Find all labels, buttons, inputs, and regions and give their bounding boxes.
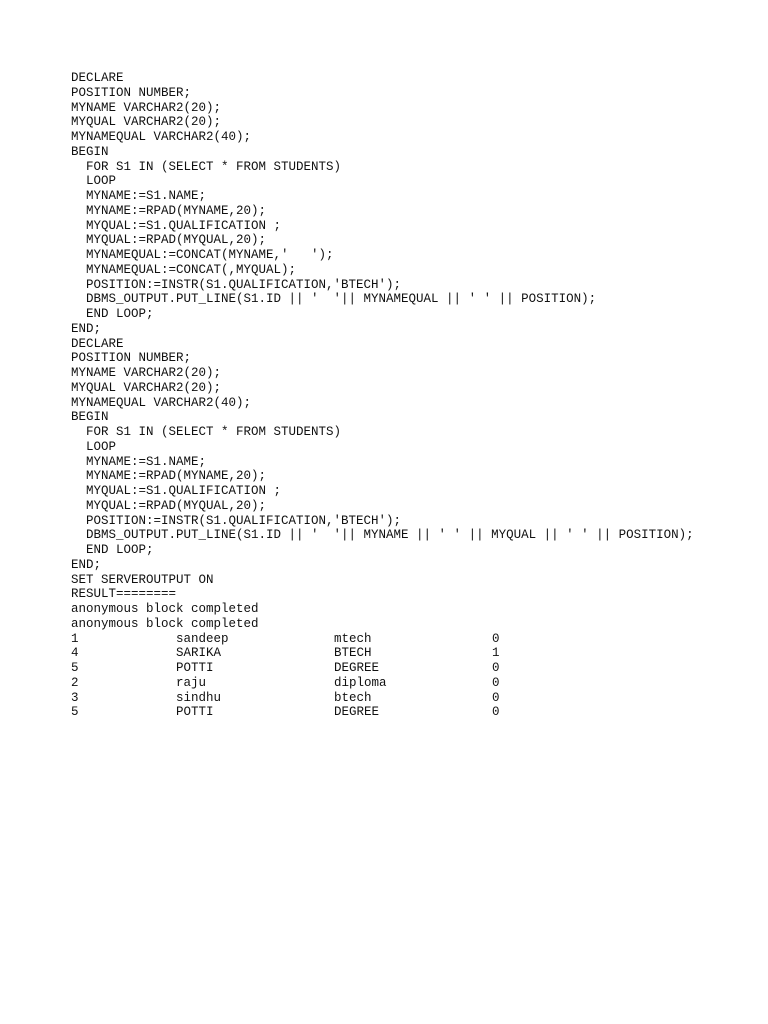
- code-line: POSITION:=INSTR(S1.QUALIFICATION,'BTECH');: [71, 277, 402, 292]
- result-qualification-cell: DEGREE: [334, 705, 380, 720]
- code-line: DECLARE: [71, 71, 124, 85]
- code-line: MYNAME:=RPAD(MYNAME,20);: [71, 203, 267, 218]
- code-line: MYNAME VARCHAR2(20);: [71, 100, 222, 115]
- code-line: RESULT========: [71, 587, 177, 602]
- result-name-cell: SARIKA: [176, 646, 222, 661]
- result-qualification-cell: BTECH: [334, 646, 372, 661]
- code-line: MYQUAL VARCHAR2(20);: [71, 380, 222, 395]
- code-line: MYNAMEQUAL:=CONCAT(,MYQUAL);: [71, 262, 297, 277]
- result-id-cell: 2: [71, 675, 79, 690]
- code-line: MYQUAL:=S1.QUALIFICATION ;: [71, 218, 282, 233]
- code-line: anonymous block completed: [71, 616, 259, 631]
- code-line: MYNAME VARCHAR2(20);: [71, 366, 222, 380]
- result-table: [71, 632, 751, 721]
- document-body: [71, 71, 751, 720]
- result-position-cell: 0: [492, 690, 500, 705]
- result-row: [71, 676, 751, 691]
- code-line: FOR S1 IN (SELECT * FROM STUDENTS): [71, 159, 342, 174]
- code-line: MYQUAL:=S1.QUALIFICATION ;: [71, 484, 282, 498]
- result-row: [71, 632, 751, 647]
- code-line: MYNAME:=RPAD(MYNAME,20);: [71, 469, 267, 484]
- code-line: MYNAME:=S1.NAME;: [71, 454, 207, 469]
- code-line: LOOP: [71, 174, 117, 189]
- result-qualification-cell: mtech: [334, 631, 372, 646]
- result-id-cell: 5: [71, 705, 79, 720]
- code-line: MYNAME:=S1.NAME;: [71, 189, 207, 203]
- result-name-cell: sandeep: [176, 631, 229, 646]
- code-line: MYNAMEQUAL VARCHAR2(40);: [71, 130, 252, 144]
- code-line: END;: [71, 557, 102, 572]
- result-name-cell: sindhu: [176, 690, 222, 705]
- code-line: SET SERVEROUTPUT ON: [71, 572, 214, 587]
- result-position-cell: 0: [492, 675, 500, 690]
- result-qualification-cell: DEGREE: [334, 661, 380, 675]
- code-line: DECLARE: [71, 336, 124, 351]
- code-line: FOR S1 IN (SELECT * FROM STUDENTS): [71, 425, 342, 439]
- code-line: MYQUAL:=RPAD(MYQUAL,20);: [71, 498, 267, 513]
- code-line: END LOOP;: [71, 307, 154, 321]
- code-line: BEGIN: [71, 410, 109, 425]
- code-line: MYNAMEQUAL VARCHAR2(40);: [71, 395, 252, 410]
- code-line: POSITION:=INSTR(S1.QUALIFICATION,'BTECH');: [71, 513, 402, 528]
- result-name-cell: POTTI: [176, 705, 214, 720]
- code-line: END LOOP;: [71, 543, 154, 557]
- result-id-cell: 1: [71, 631, 79, 646]
- result-row: [71, 646, 751, 661]
- result-name-cell: raju: [176, 675, 207, 690]
- code-line: BEGIN: [71, 144, 109, 159]
- code-line: MYQUAL:=RPAD(MYQUAL,20);: [71, 233, 267, 248]
- code-line: MYQUAL VARCHAR2(20);: [71, 115, 222, 130]
- result-id-cell: 5: [71, 661, 79, 675]
- result-id-cell: 4: [71, 646, 79, 661]
- result-position-cell: 0: [492, 705, 500, 720]
- code-line: DBMS_OUTPUT.PUT_LINE(S1.ID || ' '|| MYNAMEQUAL || ' ' || POSITION);: [71, 292, 597, 307]
- code-line: POSITION NUMBER;: [71, 351, 192, 366]
- result-qualification-cell: btech: [334, 690, 372, 705]
- result-row: [71, 705, 751, 720]
- result-qualification-cell: diploma: [334, 675, 387, 690]
- result-position-cell: 0: [492, 631, 500, 646]
- result-row: [71, 691, 751, 706]
- code-block: [71, 71, 751, 632]
- code-line: POSITION NUMBER;: [71, 85, 192, 100]
- code-line: END;: [71, 321, 102, 336]
- code-line: DBMS_OUTPUT.PUT_LINE(S1.ID || ' '|| MYNAME || ' ' || MYQUAL || ' ' || POSITION);: [71, 528, 694, 543]
- code-line: MYNAMEQUAL:=CONCAT(MYNAME,' ');: [71, 248, 334, 262]
- code-line: LOOP: [71, 439, 117, 454]
- result-position-cell: 0: [492, 661, 500, 675]
- result-position-cell: 1: [492, 646, 500, 661]
- result-id-cell: 3: [71, 690, 79, 705]
- code-line: anonymous block completed: [71, 602, 259, 616]
- result-name-cell: POTTI: [176, 661, 214, 675]
- result-row: [71, 661, 751, 676]
